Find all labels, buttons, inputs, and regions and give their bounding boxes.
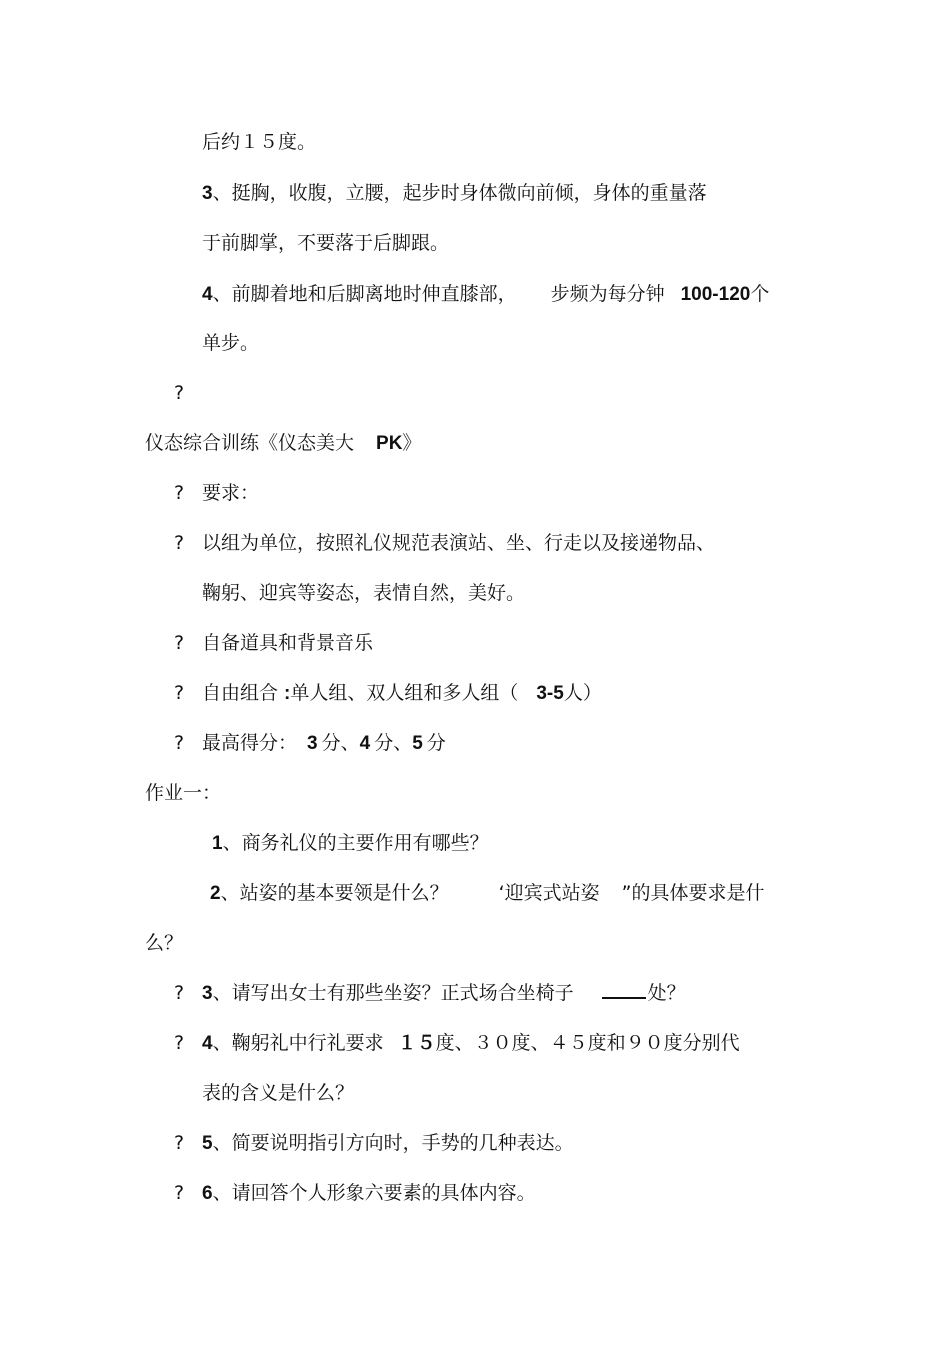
text-segment: 最高得分：	[202, 732, 298, 754]
section-title	[145, 430, 421, 457]
text-segment: 度、３０度、４５度和９０度分别代	[435, 1032, 740, 1054]
fill-in-blank	[602, 980, 646, 999]
text-line	[145, 930, 183, 956]
text-line	[202, 330, 259, 356]
text-segment: 自备道具和背景音乐	[202, 632, 374, 654]
text-line	[202, 1080, 354, 1106]
text-line	[202, 129, 316, 155]
text-segment: 、鞠躬礼中行礼要求	[212, 1032, 384, 1054]
text-segment: 鞠躬、迎宾等姿态，表情自然，美好。	[202, 582, 526, 604]
text-segment: 、简要说明指引方向时，手势的几种表达。	[212, 1132, 574, 1154]
text-segment: 、站姿的基本要领是什么？	[220, 882, 449, 904]
text-segment: 人）	[563, 682, 602, 704]
text-segment: 以组为单位，按照礼仪规范表演站、坐、行走以及接递物品、	[202, 532, 716, 554]
item-number: 5	[202, 1133, 213, 1154]
text-segment: 要求：	[202, 482, 260, 504]
bullet-marker: ?	[174, 732, 185, 754]
text-line	[202, 630, 373, 656]
text-segment: 作业一：	[145, 782, 222, 804]
bold-number: １５	[397, 1033, 436, 1054]
bullet-marker: ?	[174, 682, 185, 704]
bold-number: 3	[307, 733, 318, 754]
text-line	[202, 580, 525, 606]
text-segment: ‘迎宾式站姿	[498, 882, 600, 904]
text-segment: 、前脚着地和后脚离地时伸直膝部，	[212, 283, 517, 305]
text-segment: 自由组合	[202, 682, 279, 704]
bold-number: 100-120	[680, 284, 751, 305]
bold-number: 5	[412, 733, 423, 754]
bold-number: 4	[359, 733, 371, 754]
text-line	[202, 1030, 740, 1057]
bold-colon: :	[284, 683, 291, 704]
text-segment: 于前脚掌，不要落于后脚跟。	[202, 232, 450, 254]
item-number: 1	[212, 833, 223, 854]
bullet-marker: ?	[174, 1182, 185, 1204]
text-segment: 表的含义是什么？	[202, 1082, 355, 1104]
text-line	[202, 680, 602, 707]
text-line	[202, 730, 446, 757]
text-segment: 、挺胸，收腹，立腰，起步时身体微向前倾，身体的重量落	[212, 182, 707, 204]
text-segment: 、请回答个人形象六要素的具体内容。	[212, 1182, 536, 1204]
text-line	[202, 530, 715, 556]
text-segment: 后约１５度。	[202, 131, 317, 153]
bold-text: PK	[376, 433, 403, 454]
item-number: 3	[202, 983, 213, 1004]
text-segment: 单步。	[202, 332, 260, 354]
text-segment: 、商务礼仪的主要作用有哪些？	[222, 832, 489, 854]
bold-number: 3-5	[536, 683, 564, 704]
text-segment: 分、	[374, 732, 413, 754]
text-line	[202, 1180, 536, 1207]
bullet-marker: ?	[174, 632, 185, 654]
item-number: 3	[202, 183, 213, 204]
text-line	[202, 1130, 574, 1157]
text-segment: 》	[402, 432, 422, 454]
item-number: 6	[202, 1183, 213, 1204]
section-title	[145, 780, 221, 806]
item-number: 4	[202, 284, 213, 305]
text-segment: ”的具体要求是什	[621, 882, 765, 904]
text-segment: 处？	[647, 982, 686, 1004]
bullet-marker: ?	[174, 532, 185, 554]
text-segment: 仪态综合训练《仪态美大	[145, 432, 355, 454]
bullet-marker: ?	[174, 382, 185, 404]
text-line	[202, 480, 259, 506]
item-number: 4	[202, 1033, 213, 1054]
text-line	[202, 281, 769, 308]
text-segment: 分	[426, 732, 446, 754]
item-number: 2	[210, 883, 221, 904]
bullet-marker: ?	[174, 1132, 185, 1154]
bullet-marker: ?	[174, 482, 185, 504]
text-segment: 么？	[145, 932, 184, 954]
bullet-marker: ?	[174, 1032, 185, 1054]
text-segment: 分、	[321, 732, 360, 754]
text-line	[212, 830, 489, 857]
text-segment: 单人组、双人组和多人组（	[290, 682, 519, 704]
text-line	[210, 880, 764, 907]
text-line	[202, 230, 449, 256]
text-segment: 、请写出女士有那些坐姿？正式场合坐椅子	[212, 982, 574, 1004]
text-segment: 个	[750, 283, 770, 305]
text-segment: 步频为每分钟	[550, 283, 665, 305]
text-line	[202, 980, 686, 1007]
text-line	[202, 180, 707, 207]
bullet-marker: ?	[174, 982, 185, 1004]
